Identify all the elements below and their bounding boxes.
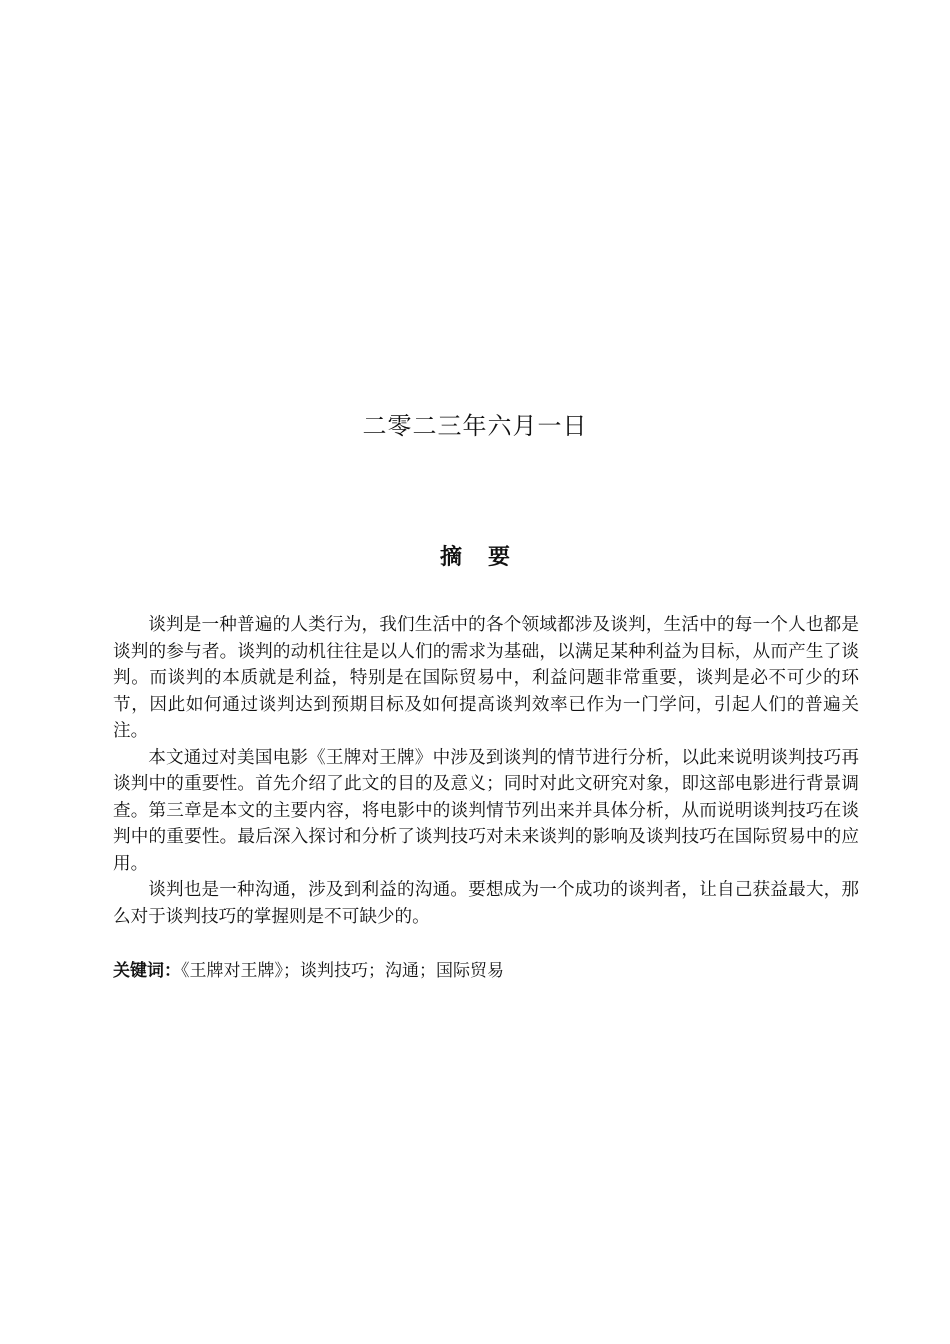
abstract-heading-char-2: 要 bbox=[488, 545, 511, 570]
abstract-paragraph-2: 本文通过对美国电影《王牌对王牌》中涉及到谈判的情节进行分析，以此来说明谈判技巧再谈判中的重要性。首先介绍了此文的目的及意义；同时对此文研究对象，即这部电影进行背景调查。第三章是本文的主要内容，将电影中的谈判情节列出来并具体分析，从而说明谈判技巧在谈判中的重要性。最后深入探讨和分析了谈判技巧对未来谈判的影响及谈判技巧在国际贸易中的应用。 bbox=[113, 747, 859, 874]
keywords-line bbox=[113, 958, 859, 984]
abstract-paragraph-1: 谈判是一种普遍的人类行为，我们生活中的各个领域都涉及谈判，生活中的每一个人也都是谈判的参与者。谈判的动机往往是以人们的需求为基础，以满足某种利益为目标，从而产生了谈判。而谈判的本质就是利益，特别是在国际贸易中，利益问题非常重要，谈判是必不可少的环节，因此如何通过谈判达到预期目标及如何提高谈判效率已作为一门学问，引起人们的普遍关注。 bbox=[113, 615, 859, 741]
date-line: 二零二三年六月一日 bbox=[362, 412, 588, 440]
abstract-paragraph-3: 谈判也是一种沟通，涉及到利益的沟通。要想成为一个成功的谈判者，让自己获益最大，那么对于谈判技巧的掌握则是不可缺少的。 bbox=[113, 880, 859, 927]
abstract-heading bbox=[0, 540, 950, 571]
abstract-heading-char-1: 摘 bbox=[439, 545, 462, 570]
abstract-body bbox=[113, 612, 859, 930]
keywords-label: 关键词： bbox=[113, 961, 181, 981]
keywords-value: 《王牌对王牌》；谈判技巧；沟通；国际贸易 bbox=[181, 961, 504, 981]
